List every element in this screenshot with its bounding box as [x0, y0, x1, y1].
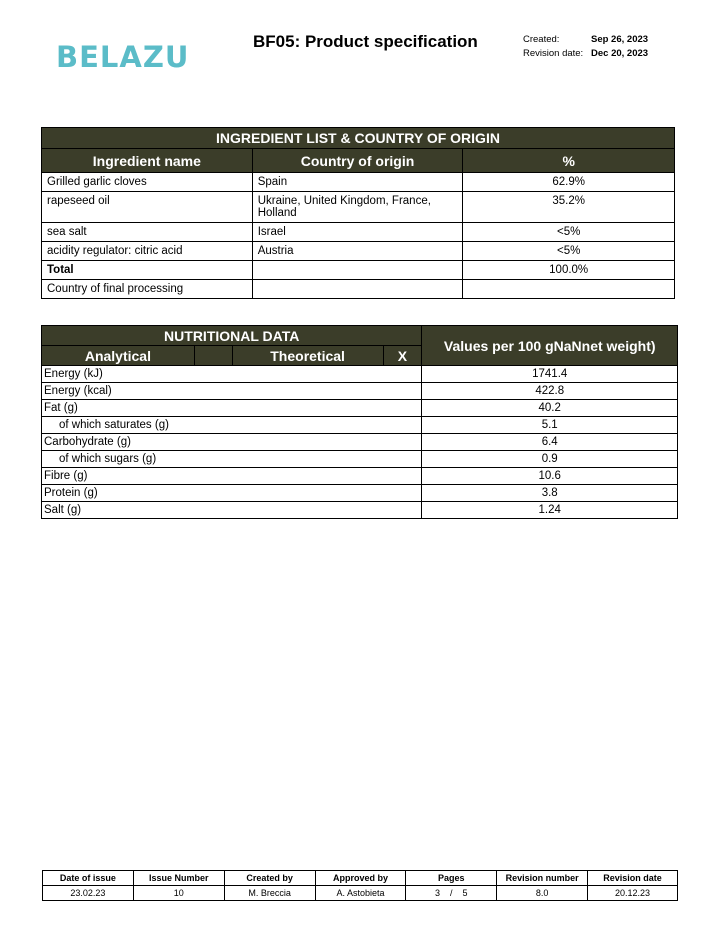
nutrient-name: of which sugars (g)	[42, 451, 422, 468]
nutrient-name: Protein (g)	[42, 485, 422, 502]
created-date	[523, 34, 648, 45]
nutrient-value: 5.1	[422, 417, 678, 434]
ingredient-percent: 100.0%	[463, 261, 675, 280]
table-row	[42, 468, 678, 485]
nutrient-name: of which saturates (g)	[42, 417, 422, 434]
table-row	[42, 280, 675, 299]
ingredient-percent: 35.2%	[463, 192, 675, 223]
revision-date	[523, 48, 648, 59]
table-row	[42, 502, 678, 519]
ingredient-percent: 62.9%	[463, 173, 675, 192]
table-row-total	[42, 261, 675, 280]
revision-date-header: Revision date	[588, 871, 678, 886]
ingredient-name: Grilled garlic cloves	[42, 173, 253, 192]
ingredient-name: acidity regulator: citric acid	[42, 242, 253, 261]
nutrient-value: 1741.4	[422, 366, 678, 383]
issue-number-header: Issue Number	[133, 871, 224, 886]
table-row	[42, 417, 678, 434]
approved-by-value: A. Astobieta	[315, 886, 406, 901]
pages-header: Pages	[406, 871, 497, 886]
nutrition-table-title: NUTRITIONAL DATA	[42, 326, 422, 346]
ingredient-origin: Israel	[252, 223, 463, 242]
nutrient-name: Fat (g)	[42, 400, 422, 417]
table-row	[42, 173, 675, 192]
country-origin-header: Country of origin	[252, 149, 463, 173]
ingredient-percent: <5%	[463, 223, 675, 242]
nutrient-name: Energy (kJ)	[42, 366, 422, 383]
theoretical-header: Theoretical	[232, 346, 383, 366]
nutrient-value: 422.8	[422, 383, 678, 400]
table-row	[42, 485, 678, 502]
nutrient-value: 0.9	[422, 451, 678, 468]
nutrition-table	[41, 325, 678, 519]
revision-number-value: 8.0	[497, 886, 588, 901]
created-value: Sep 26, 2023	[591, 34, 649, 45]
ingredient-origin: Spain	[252, 173, 463, 192]
nutrient-value: 6.4	[422, 434, 678, 451]
values-header: Values per 100 gNaNnet weight)	[422, 326, 678, 366]
ingredient-origin: Austria	[252, 242, 463, 261]
ingredient-origin	[252, 280, 463, 299]
table-row	[42, 366, 678, 383]
table-row	[42, 242, 675, 261]
ingredient-name-header: Ingredient name	[42, 149, 253, 173]
nutrient-name: Fibre (g)	[42, 468, 422, 485]
table-row	[42, 192, 675, 223]
revision-value: Dec 20, 2023	[591, 48, 649, 59]
ingredient-origin	[252, 261, 463, 280]
ingredient-name: rapeseed oil	[42, 192, 253, 223]
nutrient-value: 40.2	[422, 400, 678, 417]
ingredient-origin: Ukraine, United Kingdom, France, Holland	[252, 192, 463, 223]
analytical-checkbox	[194, 346, 232, 366]
created-by-header: Created by	[224, 871, 315, 886]
percent-header: %	[463, 149, 675, 173]
pages-value: 3 / 5	[406, 886, 497, 901]
analytical-header: Analytical	[42, 346, 195, 366]
revision-date-value: 20.12.23	[588, 886, 678, 901]
ingredient-name: Country of final processing	[42, 280, 253, 299]
nutrient-value: 1.24	[422, 502, 678, 519]
document-footer-table	[42, 870, 678, 901]
document-title: BF05: Product specification	[253, 32, 478, 51]
approved-by-header: Approved by	[315, 871, 406, 886]
nutrient-value: 10.6	[422, 468, 678, 485]
issue-number-value: 10	[133, 886, 224, 901]
ingredient-percent: <5%	[463, 242, 675, 261]
date-of-issue-value: 23.02.23	[43, 886, 134, 901]
theoretical-checkbox: X	[383, 346, 422, 366]
nutrient-name: Carbohydrate (g)	[42, 434, 422, 451]
revision-label: Revision date:	[523, 48, 584, 59]
company-logo: BELAZU	[56, 40, 190, 74]
ingredient-name: sea salt	[42, 223, 253, 242]
table-row	[42, 451, 678, 468]
created-label: Created:	[523, 34, 560, 45]
ingredient-name: Total	[42, 261, 253, 280]
date-of-issue-header: Date of issue	[43, 871, 134, 886]
nutrient-value: 3.8	[422, 485, 678, 502]
table-row	[42, 400, 678, 417]
nutrient-name: Salt (g)	[42, 502, 422, 519]
created-by-value: M. Breccia	[224, 886, 315, 901]
table-row	[42, 434, 678, 451]
ingredient-table-title: INGREDIENT LIST & COUNTRY OF ORIGIN	[42, 128, 675, 149]
revision-number-header: Revision number	[497, 871, 588, 886]
nutrient-name: Energy (kcal)	[42, 383, 422, 400]
ingredient-percent	[463, 280, 675, 299]
ingredient-table	[41, 127, 675, 299]
table-row	[42, 223, 675, 242]
table-row	[42, 383, 678, 400]
